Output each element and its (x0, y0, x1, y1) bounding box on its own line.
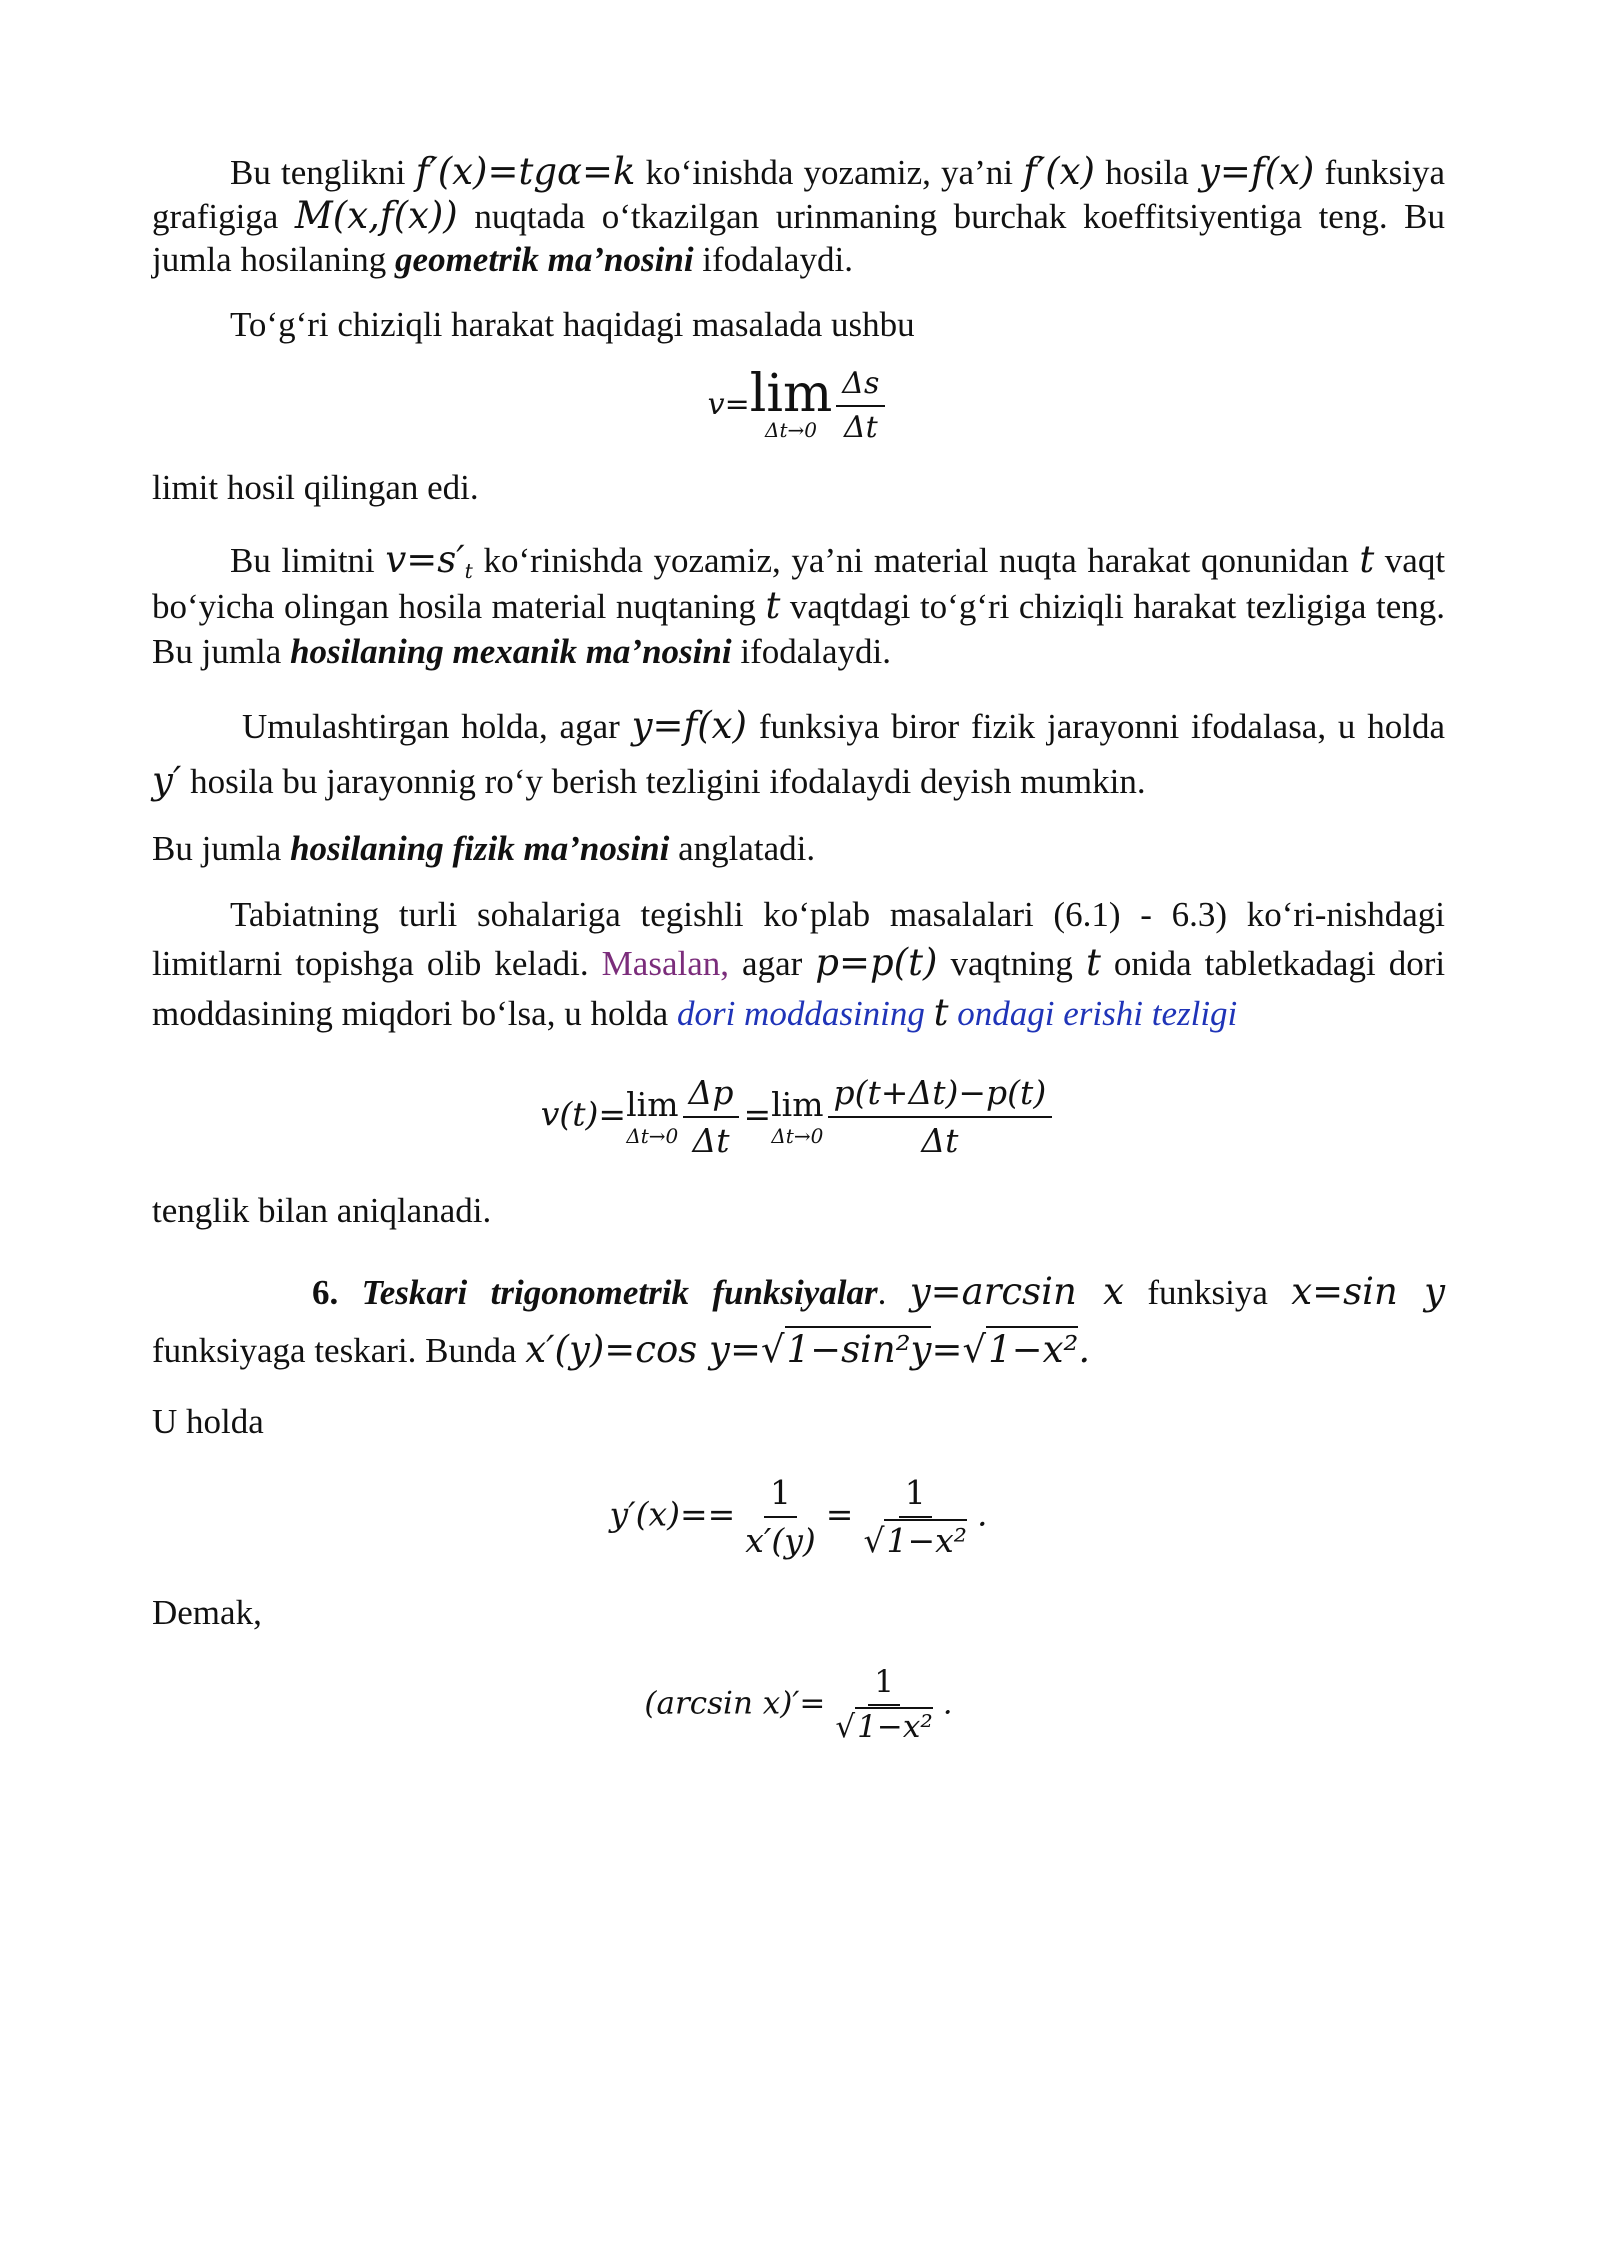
text: ifodalaydi. (740, 631, 891, 671)
highlight: dori moddasining (676, 994, 925, 1034)
document-page (152, 150, 1445, 1747)
text: Bu jumla (152, 828, 282, 868)
text: agar (742, 944, 803, 984)
paragraph-mechanical-meaning (152, 537, 1445, 674)
eq-lhs: v(t)= (540, 1094, 627, 1134)
radicand: 1−x² (857, 1709, 933, 1746)
formula-main: v=s′ (385, 537, 465, 581)
denominator: Δt (843, 409, 878, 445)
fraction (739, 1472, 822, 1561)
text: Bu tenglikni (230, 153, 406, 192)
formula: t (1085, 941, 1101, 985)
text: vaqtning (950, 944, 1073, 984)
denominator: Δt (692, 1120, 730, 1160)
text: Tabiatning turli sohalariga tegishli ko‘plab masalalari (6.1) - 6.3) ko‘ri-nishdagi limitlarni topishga olib keladi. (152, 894, 1445, 984)
formula: x=sin y (1291, 1270, 1446, 1314)
example-label: Masalan, (601, 944, 729, 984)
text: ifodalaydi. (702, 239, 853, 279)
formula: y=f(x) (1198, 150, 1315, 193)
lim-word: lim (626, 1085, 679, 1125)
text: ko‘inishda yozamiz, ya’ni (645, 153, 1013, 192)
paragraph-definition: tenglik bilan aniqlanadi. (152, 1191, 492, 1231)
lim-word: lim (771, 1085, 824, 1125)
equation-dissolution-rate (152, 1072, 1445, 1161)
numerator: 1 (764, 1472, 797, 1518)
lim-word: lim (749, 364, 833, 425)
formula (385, 538, 472, 581)
limit (771, 1084, 823, 1149)
lim-under: Δt→0 (626, 1123, 679, 1148)
numerator: 1 (899, 1472, 932, 1518)
fraction (683, 1072, 740, 1161)
numerator: 1 (868, 1663, 900, 1706)
fraction (857, 1472, 973, 1561)
text: onida tabletkadagi dori moddasining miqdori bo‘lsa, u holda (152, 944, 1446, 1034)
emphasis: geometrik ma’nosini (395, 239, 694, 279)
denominator: x′(y) (745, 1520, 816, 1560)
fraction (829, 1663, 938, 1747)
eq-lhs: y′(x)== (609, 1494, 736, 1534)
eq-lhs: (arcsin x)′= (644, 1685, 826, 1722)
text: ko‘rinishda yozamiz, ya’ni material nuqta harakat qonunidan (483, 540, 1349, 580)
period: . (942, 1685, 953, 1722)
radicand: 1−x² (886, 1520, 967, 1560)
formula (525, 1326, 1090, 1371)
text: funksiya grafigiga (152, 153, 1446, 237)
section-number: 6. (312, 1273, 339, 1313)
formula-part: =√ (931, 1327, 987, 1371)
denominator (857, 1518, 973, 1562)
text: . (877, 1273, 887, 1313)
equation-arcsin-derivative (152, 1663, 1445, 1747)
formula-part: . (1078, 1327, 1091, 1371)
denominator: Δt (921, 1120, 959, 1160)
numerator: p(t+Δt)−p(t) (828, 1072, 1053, 1118)
text: funksiya biror fizik jarayonni ifodalasa, u holda (758, 706, 1446, 746)
equals: = (825, 1494, 854, 1534)
lim-under: Δt→0 (771, 1123, 824, 1148)
radical-sign: √ (835, 1709, 856, 1746)
text: funksiya (1147, 1273, 1268, 1313)
text: Umulashtirgan holda, agar (242, 706, 620, 746)
formula-part: x′(y)=cos y=√ (525, 1327, 785, 1371)
text: anglatadi. (678, 828, 816, 868)
formula-sub: t (464, 558, 473, 583)
fraction (836, 365, 885, 447)
emphasis: hosilaning fizik ma’nosini (290, 828, 670, 868)
highlight: ondagi erishi tezligi (957, 994, 1238, 1034)
period: . (976, 1494, 988, 1534)
paragraph-hence: Demak, (152, 1593, 262, 1633)
eq-lhs: v= (707, 386, 750, 422)
paragraph-physical-rate (152, 698, 1445, 809)
formula: f′(x) (1023, 150, 1095, 193)
text: nuqtada o‘tkazilgan urinmaning burchak koeffitsiyentiga teng. Bu jumla hosilaning (152, 197, 1446, 279)
paragraph-geometric-meaning (152, 150, 1445, 281)
equation-velocity-limit (152, 365, 1445, 447)
paragraph-limit: limit hosil qilingan edi. (152, 468, 479, 508)
paragraph-then: U holda (152, 1402, 264, 1442)
formula: y=f(x) (631, 703, 747, 747)
text: Bu limitni (230, 540, 375, 580)
text: funksiyaga teskari. Bunda (152, 1330, 517, 1370)
formula: p=p(t) (815, 941, 938, 985)
section-title: Teskari trigonometrik funksiyalar (361, 1273, 878, 1313)
formula: t (1359, 537, 1375, 581)
formula: y=arcsin x (909, 1270, 1124, 1314)
formula: M(x,f(x)) (294, 194, 458, 238)
formula: f′(x)=tgα=k (415, 150, 636, 193)
paragraph-physical-meaning (152, 827, 1445, 871)
equals: = (743, 1094, 772, 1134)
limit (749, 364, 833, 443)
formula: t (765, 584, 781, 628)
numerator: Δs (836, 365, 885, 407)
formula: t (933, 991, 949, 1035)
radicand: 1−x² (988, 1327, 1079, 1371)
text: hosila bu jarayonnig ro‘y berish tezligini ifodalaydi deyish mumkin. (190, 762, 1146, 802)
equation-derivative (152, 1472, 1445, 1561)
paragraph-tablet-example (152, 891, 1445, 1038)
text: vaqtdagi to‘g‘ri chiziqli harakat tezligiga teng. Bu jumla (152, 587, 1446, 671)
emphasis: hosilaning mexanik ma’nosini (290, 631, 732, 671)
fraction (828, 1072, 1053, 1161)
limit (626, 1084, 678, 1149)
numerator: Δp (683, 1072, 740, 1118)
radicand: 1−sin²y (786, 1327, 932, 1371)
paragraph-motion: To‘g‘ri chiziqli harakat haqidagi masalada ushbu (230, 304, 915, 344)
text: hosila (1105, 153, 1189, 192)
denominator (829, 1706, 938, 1747)
lim-under: Δt→0 (765, 418, 817, 443)
formula: y′ (152, 759, 182, 803)
radical-sign: √ (863, 1520, 885, 1560)
text: vaqt bo‘yicha olingan hosila material nuqtaning (152, 540, 1446, 627)
section-inverse-trig (152, 1263, 1445, 1378)
